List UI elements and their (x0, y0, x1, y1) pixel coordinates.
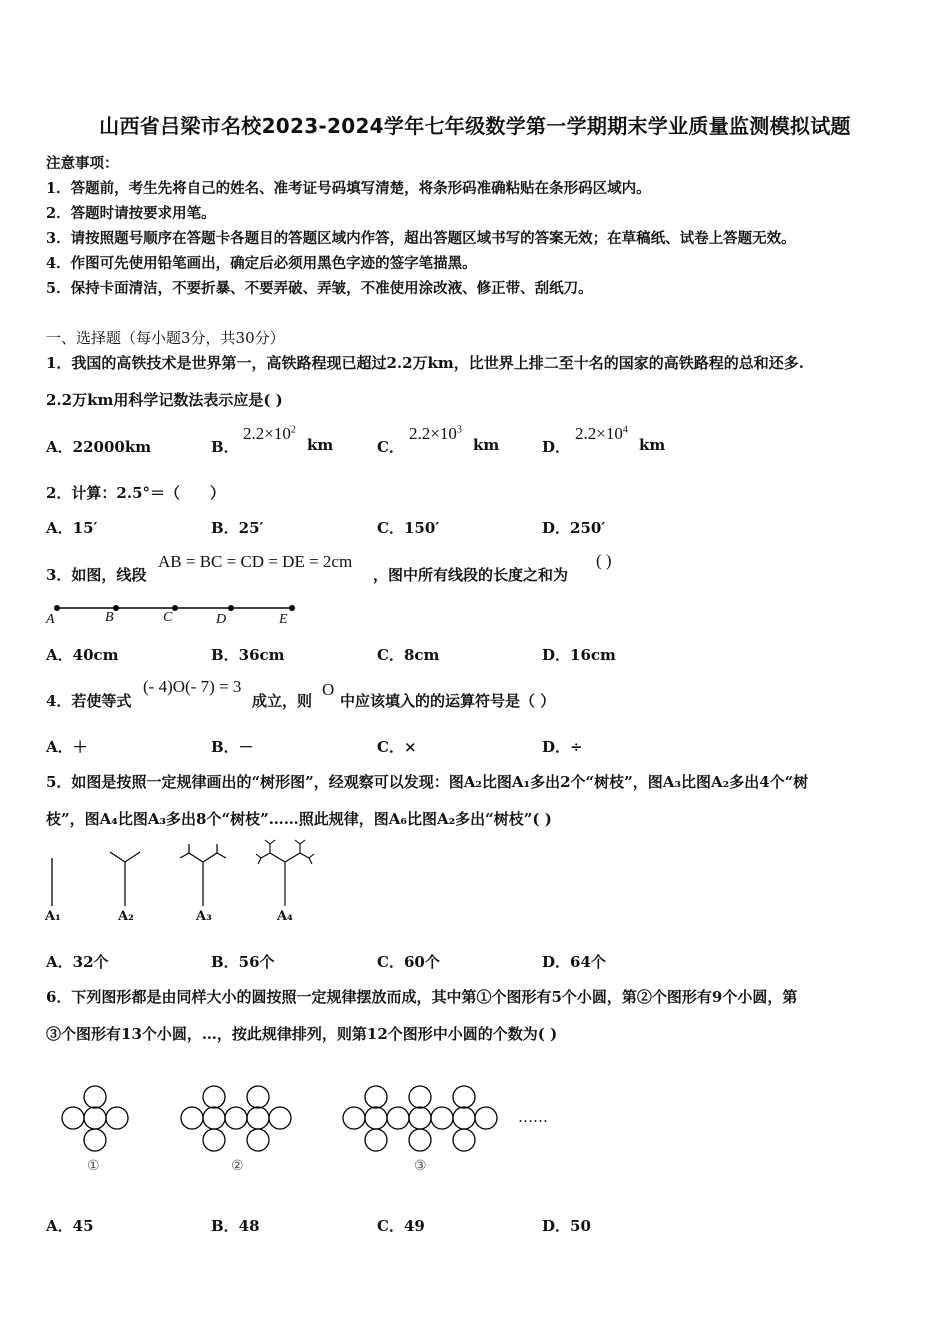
q4-stem-post: 中应该填入的的运算符号是（ ） (340, 692, 556, 710)
q4-option-d: D．÷ (542, 738, 583, 756)
q5-option-b: B．56个 (211, 953, 275, 971)
q2-stem: 2．计算：2.5°＝（ ） (46, 484, 226, 502)
q1-option-b-math: $2.2\times 10^2$ (243, 424, 296, 443)
q3-label-e: E (279, 612, 288, 627)
q6-label-3: ③ (414, 1158, 427, 1174)
q3-label-a: A (46, 612, 55, 627)
page-title: 山西省吕梁市名校2023-2024学年七年级数学第一学期期末学业质量监测模拟试题 (99, 114, 851, 138)
notice-item-4: 4．作图可先使用铅笔画出，确定后必须用黑色字迹的签字笔描黑。 (46, 255, 477, 272)
q1-option-d-unit: km (639, 436, 666, 454)
q6-figure-1 (62, 1086, 128, 1151)
q3-stem-paren: ( ) (596, 551, 612, 570)
q4-option-c: C．× (377, 738, 417, 756)
q1-option-c-unit: km (473, 436, 500, 454)
q5-stem-line1: 5．如图是按照一定规律画出的“树形图”，经观察可以发现：图A₂比图A₁多出2个“树枝”，图A₃比图A₂多出4个“树 (46, 773, 809, 791)
q2-option-a: A．15′ (46, 519, 98, 537)
q1-stem-line1: 1．我国的高铁技术是世界第一，高铁路程现已超过2.2万km，比世界上排二至十名的国家的高铁路程的总和还多. (46, 354, 805, 372)
q3-stem-post: ，图中所有线段的长度之和为 (373, 566, 569, 584)
notice-item-2: 2．答题时请按要求用笔。 (46, 205, 216, 222)
q1-option-d: D． (542, 438, 571, 456)
q6-ellipsis: …… (518, 1108, 548, 1126)
q1-stem-line2: 2.2万km用科学记数法表示应是( ) (46, 391, 283, 409)
q1-option-b-unit: km (307, 436, 334, 454)
q1-option-c-math: $2.2\times 10^3$ (409, 424, 462, 443)
q4-stem-pre: 4．若使等式 (46, 692, 132, 710)
q5-stem-line2: 枝”，图A₄比图A₃多出8个“树枝”……照此规律，图A₆比图A₂多出“树枝”( ) (46, 810, 552, 828)
notice-item-3: 3．请按照题号顺序在答题卡各题目的答题区域内作答，超出答题区域书写的答案无效；在草稿纸、试卷上答题无效。 (46, 230, 796, 247)
q4-stem-math: (- 4)O(- 7) = 3 (143, 677, 242, 696)
q6-option-b: B．48 (211, 1217, 260, 1235)
q4-stem-mid: 成立，则 (252, 692, 313, 710)
q1-option-b: B． (211, 438, 239, 456)
q6-figure-2 (181, 1086, 291, 1151)
q1-option-a: A．22000km (46, 438, 152, 456)
q4-option-b: B．－ (211, 738, 254, 756)
q3-label-d: D (216, 612, 227, 627)
notice-item-5: 5．保持卡面清洁，不要折暴、不要弄破、弄皱，不准使用涂改液、修正带、刮纸刀。 (46, 280, 593, 297)
q4-stem-circle: O (322, 680, 335, 699)
section-heading: 一、选择题（每小题3分，共30分） (46, 329, 285, 347)
q5-option-c: C．60个 (377, 953, 440, 971)
q3-label-c: C (163, 610, 173, 625)
q6-stem-line1: 6．下列图形都是由同样大小的圆按照一定规律摆放而成，其中第①个图形有5个小圆，第②个图形有9个小圆，第 (46, 988, 798, 1006)
q2-option-d: D．250′ (542, 519, 606, 537)
q3-option-a: A．40cm (46, 646, 119, 664)
q6-label-2: ② (231, 1158, 244, 1174)
q6-option-c: C．49 (377, 1217, 425, 1235)
q3-option-d: D．16cm (542, 646, 616, 664)
notice-heading: 注意事项： (46, 155, 119, 172)
q5-label-a1: A₁ (45, 909, 61, 924)
q2-option-b: B．25′ (211, 519, 264, 537)
q3-label-b: B (105, 610, 114, 625)
q6-figure-3 (343, 1086, 497, 1151)
q3-stem-pre: 3．如图，线段 (46, 566, 147, 584)
q2-option-c: C．150′ (377, 519, 440, 537)
q6-option-a: A．45 (46, 1217, 94, 1235)
q1-option-c: C． (377, 438, 404, 456)
q3-option-c: C．8cm (377, 646, 440, 664)
q5-label-a3: A₃ (196, 909, 212, 924)
q5-label-a2: A₂ (118, 909, 134, 924)
q6-option-d: D．50 (542, 1217, 591, 1235)
q3-option-b: B．36cm (211, 646, 285, 664)
q5-option-a: A．32个 (46, 953, 109, 971)
notice-item-1: 1．答题前，考生先将自己的姓名、准考证号码填写清楚，将条形码准确粘贴在条形码区域内。 (46, 180, 651, 197)
q4-option-a: A．＋ (46, 738, 88, 756)
q6-label-1: ① (87, 1158, 100, 1174)
q3-stem-math: AB = BC = CD = DE = 2cm (158, 552, 353, 571)
q5-label-a4: A₄ (277, 909, 293, 924)
q6-stem-line2: ③个图形有13个小圆，…，按此规律排列，则第12个图形中小圆的个数为( ) (46, 1025, 558, 1043)
q5-option-d: D．64个 (542, 953, 606, 971)
q1-option-d-math: $2.2\times 10^4$ (575, 424, 628, 443)
